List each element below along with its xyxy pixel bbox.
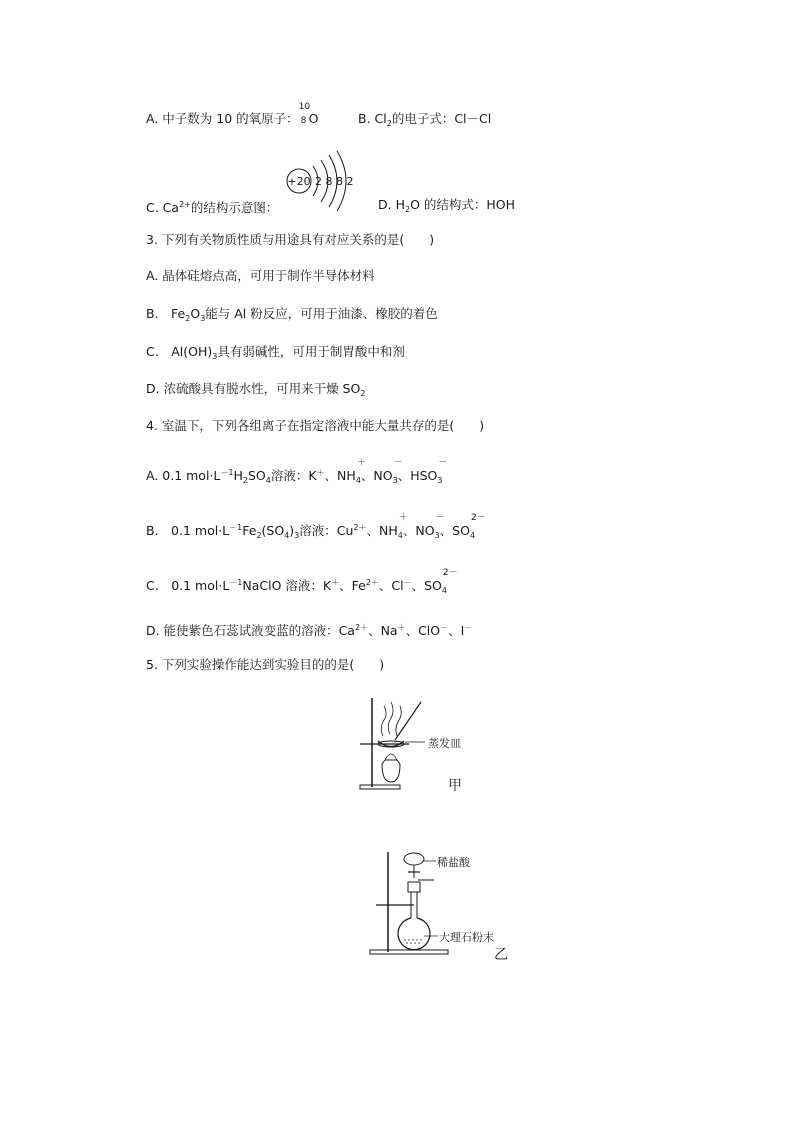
superscript: － (440, 623, 449, 632)
superscript: 2+ (179, 200, 191, 209)
ion-text: 、Na (368, 623, 398, 638)
q4-option-d (146, 620, 472, 639)
ion-charge: － (435, 513, 445, 523)
ion-text: 、SO (411, 578, 442, 593)
ion-subscript-charge (437, 458, 448, 489)
ion-charge: － (438, 458, 448, 468)
superscript: － (403, 578, 412, 587)
superscript: －1 (220, 468, 234, 477)
ion-subscript-charge (469, 513, 486, 544)
ion-text: 、Fe (339, 578, 366, 593)
q4-option-a-text: A. 0.1 mol·L (146, 468, 221, 483)
subscript: 3 (392, 476, 398, 485)
q4-option-b-text: B. 0.1 mol·L (146, 523, 230, 538)
subscript: 2 (256, 531, 262, 540)
subscript: 4 (441, 586, 447, 595)
q2-option-c-rest: 的结构示意图： (190, 200, 279, 215)
q4-stem: 4. 室温下，下列各组离子在指定溶液中能大量共存的是( ) (146, 418, 485, 433)
subscript: 3 (200, 314, 206, 323)
ca-ion-structure-diagram (283, 150, 355, 212)
q4-option-b-rest: 溶液：Cu (299, 523, 354, 538)
q3-option-b-text: B. Fe (146, 306, 186, 321)
q2-option-a-text: A. 中子数为 10 的氧原子： (146, 111, 299, 126)
atomic-number: 8 (300, 116, 307, 126)
ion-charge: 2－ (470, 513, 486, 523)
q4-option-c (146, 568, 458, 599)
flame (385, 754, 397, 760)
round-bottom-flask (398, 918, 430, 950)
superscript: 2＋ (365, 578, 379, 587)
stand-base (360, 785, 400, 789)
q2-option-b-rest: 的电子式：Cl－Cl (391, 111, 492, 126)
formula-part: SO (247, 468, 266, 483)
subscript: 4 (355, 476, 361, 485)
figure-yi-tag: 乙 (494, 947, 508, 963)
q2-option-d-text: D. H (378, 197, 405, 212)
subscript: 2 (386, 119, 392, 128)
ion-charge: 2－ (442, 568, 458, 578)
shell-electrons: 2 8 8 2 (315, 175, 354, 188)
subscript: 3 (434, 531, 440, 540)
q3-option-a: A. 晶体硅熔点高，可用于制作半导体材料 (146, 268, 375, 283)
evaporation-apparatus-figure (355, 692, 435, 792)
figure-jia-tag: 甲 (448, 778, 462, 794)
q4-option-a (146, 458, 448, 489)
ion-text: 、Cl (378, 578, 404, 593)
subscript: 3 (212, 352, 218, 361)
subscript: 3 (437, 476, 443, 485)
q4-option-d-text: D. 能使紫色石蕊试液变蓝的溶液：Ca (146, 623, 355, 638)
q4-option-b (146, 513, 486, 544)
ion-text: 、ClO (405, 623, 441, 638)
q4-option-c-text: C. 0.1 mol·L (146, 578, 230, 593)
q3-stem: 3. 下列有关物质性质与用途具有对应关系的是( ) (146, 232, 435, 247)
ion-subscript-charge (397, 513, 408, 544)
stopper (408, 882, 420, 892)
evaporating-dish-label: 蒸发皿 (428, 737, 461, 750)
ion-text: 、NO (402, 523, 435, 538)
superscript: ＋ (397, 623, 406, 632)
q3-option-c-text: C. Al(OH) (146, 344, 213, 359)
q5-stem: 5. 下列实验操作能达到实验目的的是( ) (146, 657, 385, 672)
ion-charge: － (393, 458, 403, 468)
q2-option-b-text: B. Cl (358, 111, 387, 126)
ion-subscript-charge (355, 458, 366, 489)
ion-text: 、NO (360, 468, 393, 483)
subscript: 4 (469, 531, 476, 540)
superscript: －1 (229, 578, 243, 587)
q2-option-a (146, 102, 319, 127)
ion-subscript-charge (441, 568, 458, 599)
superscript: 2＋ (354, 623, 369, 632)
subscript: 4 (284, 531, 290, 540)
marble-powder-label: 大理石粉末 (439, 931, 494, 944)
subscript: 4 (397, 531, 403, 540)
ion-subscript-charge (392, 458, 403, 489)
q2-option-c-text: C. Ca (146, 200, 180, 215)
ion-charge: ＋ (398, 513, 408, 523)
q2-option-b (358, 111, 491, 132)
oxygen-nuclide (298, 102, 311, 127)
q3-option-d (146, 381, 365, 402)
formula-part: (SO (261, 523, 285, 538)
q3-option-d-text: D. 浓硫酸具有脱水性，可用来干燥 SO (146, 381, 361, 396)
ion-text: 、I (448, 623, 465, 638)
superscript: ＋ (331, 578, 340, 587)
q4-option-c-rest: NaClO 溶液：K (242, 578, 332, 593)
q2-option-d-rest: O 的结构式：HOH (410, 197, 516, 212)
formula-part: Fe (242, 523, 257, 538)
q4-option-a-rest: 溶液：K (270, 468, 317, 483)
ion-text: 、NH (366, 523, 398, 538)
q3-option-b-rest: 能与 Al 粉反应，可用于油漆、橡胶的着色 (205, 306, 438, 321)
nucleus-charge: +20 (287, 175, 311, 188)
ion-text: 、NH (324, 468, 356, 483)
q2-option-c (146, 197, 278, 216)
subscript: 3 (294, 531, 300, 540)
formula-part: H (233, 468, 243, 483)
subscript: 2 (404, 205, 411, 214)
subscript: 2 (185, 314, 191, 323)
ion-text: 、HSO (397, 468, 438, 483)
subscript: 2 (360, 389, 366, 398)
dilute-hcl-label: 稀盐酸 (437, 856, 470, 869)
q3-option-c-rest: 具有弱碱性，可用于制胃酸中和剂 (217, 344, 405, 359)
vapor-line-1 (381, 706, 386, 736)
subscript: 2 (242, 476, 248, 485)
funnel-bulb (404, 853, 424, 865)
subscript: 4 (265, 476, 271, 485)
alcohol-lamp (382, 760, 400, 782)
q3-option-c (146, 344, 405, 365)
ion-text: 、SO (439, 523, 470, 538)
q3-option-b (146, 306, 438, 327)
ion-charge: ＋ (356, 458, 366, 468)
q2-option-d (378, 197, 515, 218)
vapor-line-2 (388, 702, 393, 734)
superscript: ＋ (316, 468, 325, 477)
superscript: －1 (229, 523, 243, 532)
element-symbol: O (308, 111, 319, 126)
stand-base (370, 950, 448, 954)
mass-number: 10 (298, 102, 311, 112)
q3-option-b-mid: O (190, 306, 201, 321)
ion-subscript-charge (434, 513, 445, 544)
glass-rod (395, 702, 421, 740)
superscript: － (464, 623, 473, 632)
superscript: 2＋ (353, 523, 367, 532)
formula-part: ) (289, 523, 295, 538)
